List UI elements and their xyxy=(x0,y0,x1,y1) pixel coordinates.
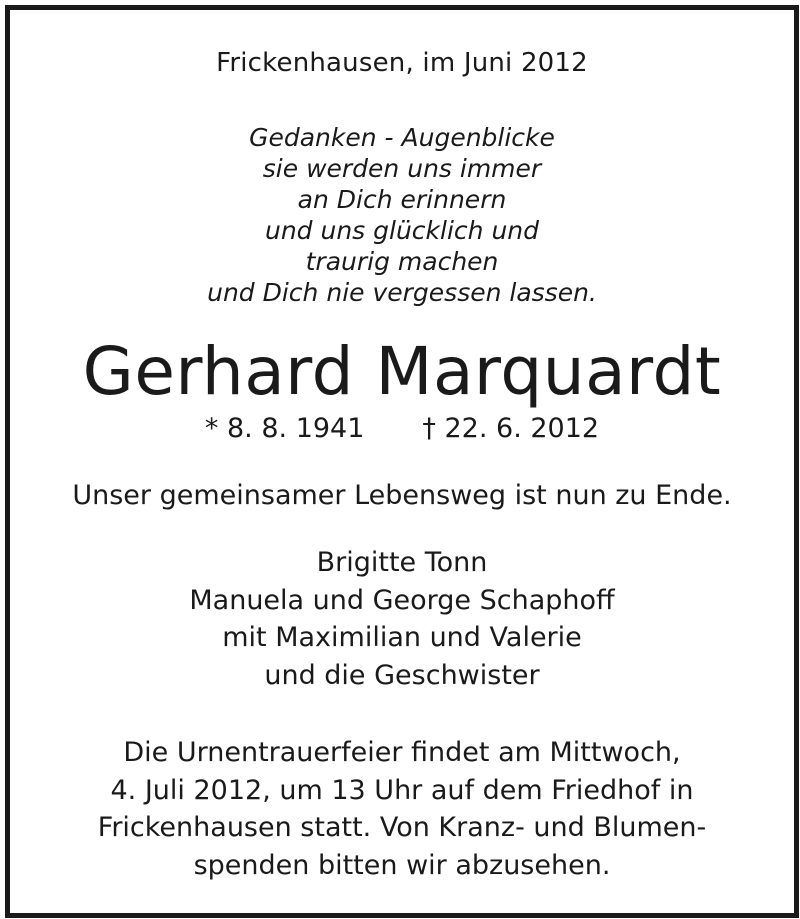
statement: Unser gemeinsamer Lebensweg ist nun zu Ende. xyxy=(72,480,732,511)
poem-line: traurig machen xyxy=(305,247,499,276)
poem-line: und Dich nie vergessen lassen. xyxy=(207,278,597,307)
obituary-card xyxy=(5,5,799,918)
notice-line: 4. Juli 2012, um 13 Uhr auf dem Friedhof in xyxy=(110,774,694,806)
death-date: † 22. 6. 2012 xyxy=(422,413,600,444)
place-date: Frickenhausen, im Juni 2012 xyxy=(216,48,588,78)
mourner-line: mit Maximilian und Valerie xyxy=(222,622,582,653)
poem xyxy=(10,122,794,308)
poem-line: und uns glücklich und xyxy=(264,216,540,245)
life-dates xyxy=(10,412,794,446)
notice-line: Frickenhausen statt. Von Kranz- und Blumen- xyxy=(97,812,707,843)
mourner-line: und die Geschwister xyxy=(264,659,540,691)
deceased-name: Gerhard Marquardt xyxy=(82,333,722,410)
poem-line: an Dich erinnern xyxy=(297,185,507,214)
mourners-list xyxy=(10,544,794,694)
notice-line: spenden bitten wir abzusehen. xyxy=(193,849,611,881)
birth-date: * 8. 8. 1941 xyxy=(204,413,365,444)
mourner-line: Manuela und George Schaphoff xyxy=(189,584,615,616)
notice-line: Die Urnentrauerfeier findet am Mittwoch, xyxy=(123,737,681,768)
poem-line: sie werden uns immer xyxy=(262,154,542,183)
funeral-notice xyxy=(10,734,794,884)
mourner-line: Brigitte Tonn xyxy=(316,547,488,578)
poem-line: Gedanken - Augenblicke xyxy=(249,123,555,152)
